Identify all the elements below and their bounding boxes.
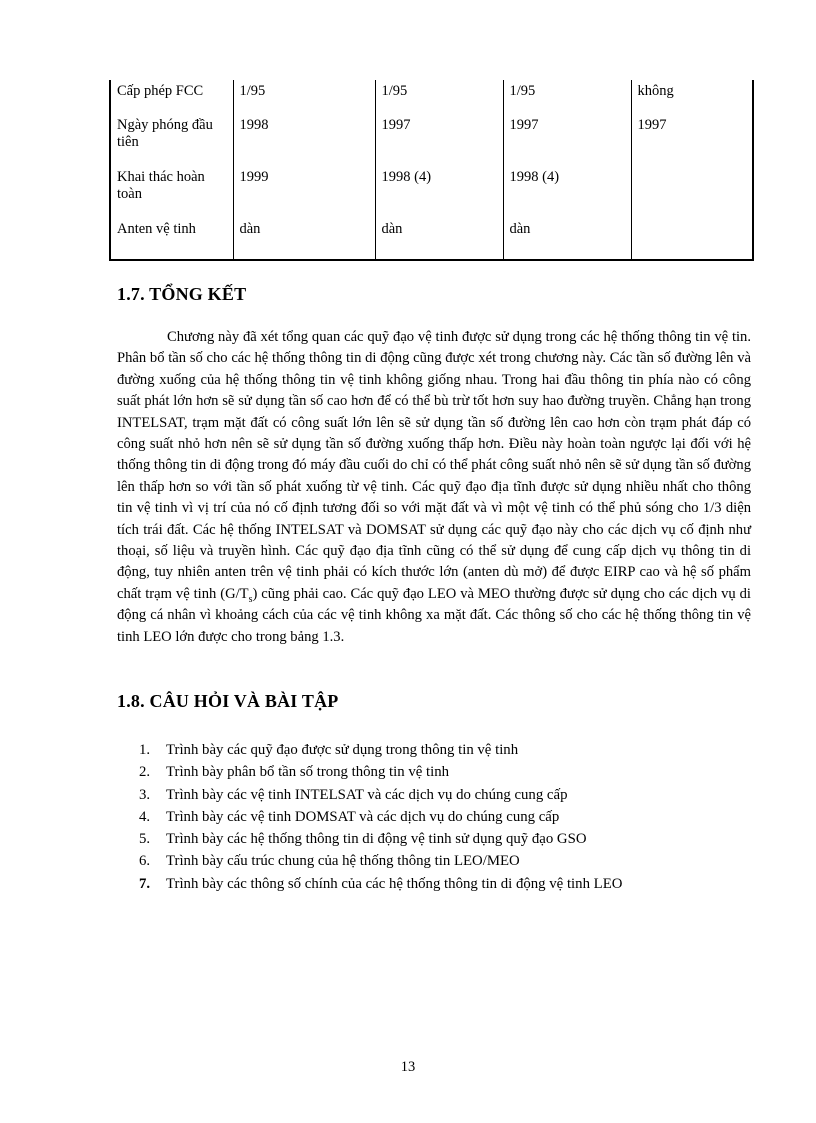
list-item-text: Trình bày cấu trúc chung của hệ thống thông tin LEO/MEO: [166, 853, 520, 870]
list-item-text: Trình bày các quỹ đạo được sử dụng trong thông tin vệ tinh: [166, 742, 519, 758]
table-cell: 1998 (4): [375, 167, 503, 219]
table-cell: 1/95: [375, 80, 503, 115]
table-cell: 1999: [233, 167, 375, 219]
list-item: [139, 850, 622, 872]
list-item-text: Trình bày các hệ thống thông tin di động vệ tinh sử dụng quỹ đạo GSO: [166, 831, 587, 848]
list-item-number: 4.: [139, 808, 151, 825]
table-cell: Cấp phép FCC: [117, 83, 204, 99]
list-item: [139, 761, 622, 783]
page-number: 13: [400, 1059, 416, 1075]
table-cell: 1/95: [503, 80, 631, 115]
section-heading-questions: 1.8. CÂU HỎI VÀ BÀI TẬP: [117, 691, 339, 711]
list-item-number: 7.: [139, 875, 151, 892]
list-item-number: 3.: [139, 786, 151, 803]
summary-text-part1: Chương này đã xét tổng quan các quỹ đạo vệ tinh được sử dụng trong các hệ thống thông tin vệ tin. Phân bổ tần số cho các hệ thống thông tin di động cũng được xét trong chương này. Các tần số đường lên và đường xuống của hệ thống thông tin vệ tinh không giống nhau. Trong hai đầu thông tin phía nào có công suất phát lớn hơn sẽ sử dụng tần số cao hơn để có thể bù trừ tốt hơn suy hao đường truyền. Chẳng hạn trong INTELSAT, trạm mặt đất có công suất lớn lên sẽ sử dụng tần số đường lên cao hơn còn trạm phát đáp có công suất nhỏ hơn nên sẽ sử dụng tần số đường xuống thấp hơn. Điều này hoàn toàn ngược lại đối với hệ thống thông tin di động trong đó máy đầu cuối do chỉ có thể phát công suất nhỏ nên sẽ sử dụng tần số đường lên thấp hơn so với tần số phát xuống từ vệ tinh. Các quỹ đạo địa tĩnh được sử dụng nhiều nhất cho thông tin vệ tinh vì vị trí của nó cố định tương đối so với mặt đất và vì một vệ tinh có thể phủ sóng cho 1/3 diện tích trái đất. Các hệ thống INTELSAT và DOMSAT sử dụng các quỹ đạo này cho các dịch vụ cố định như thoại, số liệu và truyền hình. Các quỹ đạo địa tĩnh cũng có thể sử dụng để cung cấp dịch vụ thông tin di động, tuy nhiên anten trên vệ tinh phải có kích thước lớn (anten dù mở) để được EIRP cao và hệ số phẩm chất trạm vệ tinh (G/T: [117, 329, 751, 602]
list-item-number: 6.: [139, 853, 151, 870]
table-row: [110, 167, 753, 219]
leo-systems-table: [109, 80, 754, 261]
table-cell: 1997: [503, 115, 631, 167]
list-item-number: 1.: [139, 742, 151, 758]
table-cell: không: [631, 80, 753, 115]
list-item-text: Trình bày phân bổ tần số trong thông tin vệ tinh: [166, 764, 450, 781]
list-item-text: Trình bày các thông số chính của các hệ thống thông tin di động vệ tinh LEO: [166, 875, 623, 892]
table-cell: 1998 (4): [503, 167, 631, 219]
table-row: [110, 219, 753, 260]
list-item-number: 2.: [139, 764, 151, 781]
table-cell: 1997: [631, 115, 753, 167]
list-item-text: Trình bày các vệ tinh DOMSAT và các dịch vụ do chúng cung cấp: [166, 808, 560, 825]
table-cell: Ngày phóng đầu tiên: [117, 117, 213, 150]
summary-text-part2: ) cũng phải cao. Các quỹ đạo LEO và MEO thường được sử dụng cho các dịch vụ di động cá nhân vì khoảng cách của các vệ tinh không xa mặt đất. Các thông số cho các hệ thống thông tin vệ tinh LEO lớn được cho trong bảng 1.3.: [117, 585, 751, 645]
table-cell: dàn: [375, 219, 503, 260]
table-cell: Anten vệ tinh: [117, 221, 196, 237]
table-cell: dàn: [233, 219, 375, 260]
list-item: [139, 828, 622, 850]
list-item: [139, 739, 622, 761]
list-item: [139, 784, 622, 806]
table-cell: dàn: [503, 219, 631, 260]
section-heading-summary: 1.7. TỔNG KẾT: [117, 284, 247, 304]
list-item: [139, 873, 622, 895]
list-item-number: 5.: [139, 831, 151, 848]
table-cell: Khai thác hoàn toàn: [117, 169, 205, 202]
question-list: [139, 739, 622, 895]
table-cell: [631, 219, 753, 260]
table-cell: 1997: [375, 115, 503, 167]
list-item: [139, 806, 622, 828]
table-cell: 1/95: [233, 80, 375, 115]
list-item-text: Trình bày các vệ tinh INTELSAT và các dịch vụ do chúng cung cấp: [166, 786, 568, 803]
table-cell: 1998: [233, 115, 375, 167]
table-cell: [631, 167, 753, 219]
subscript-s: s: [248, 593, 253, 605]
table-row: [110, 115, 753, 167]
table-row: [110, 80, 753, 115]
summary-paragraph: [117, 327, 751, 648]
